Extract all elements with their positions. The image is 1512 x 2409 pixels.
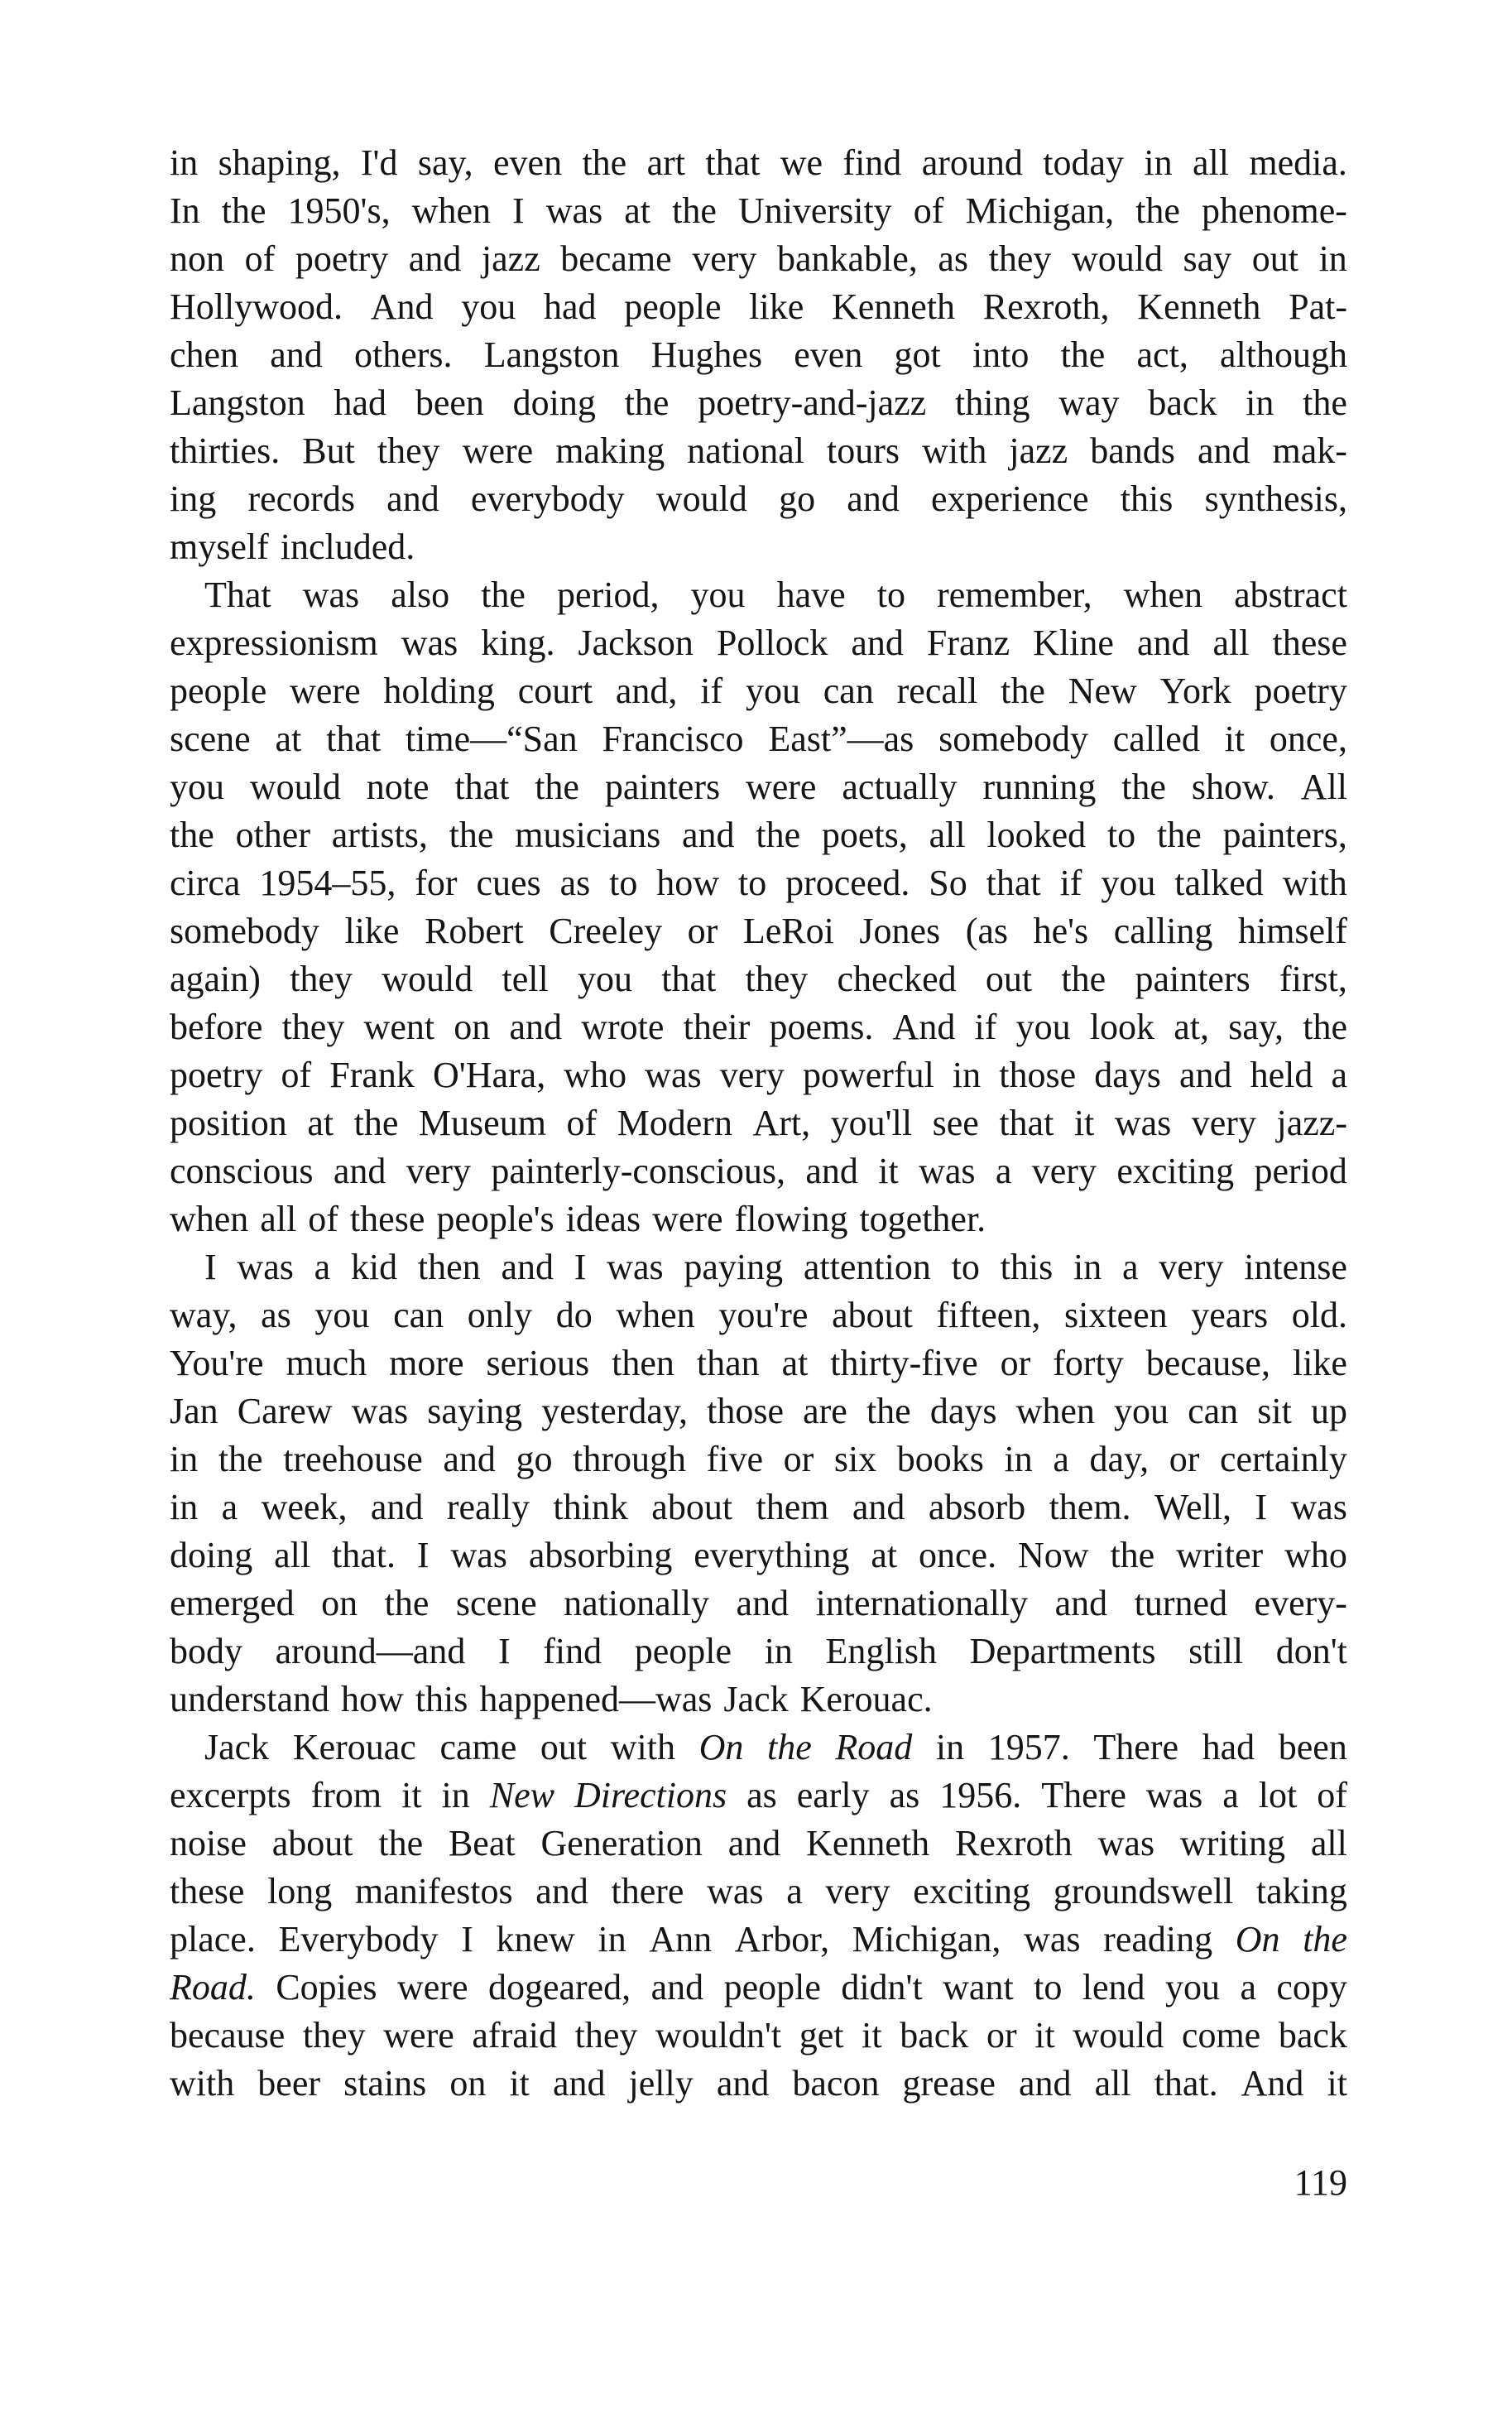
paragraph	[170, 1724, 1347, 2108]
text-line: body around—and I find people in English Departments still don't	[170, 1631, 1347, 1671]
text-line: chen and others. Langston Hughes even got into the act, although	[170, 334, 1347, 375]
text-line: expressionism was king. Jackson Pollock and Franz Kline and all these	[170, 623, 1347, 663]
text-line: somebody like Robert Creeley or LeRoi Jones (as he's calling himself	[170, 911, 1347, 951]
text-line: understand how this happened—was Jack Kerouac.	[170, 1679, 933, 1719]
text-line: Langston had been doing the poetry-and-jazz thing way back in the	[170, 382, 1347, 423]
text-line: That was also the period, you have to remember, when abstract	[204, 575, 1347, 615]
text-line: In the 1950's, when I was at the University of Michigan, the phenome-	[170, 190, 1347, 231]
text-line: poetry of Frank O'Hara, who was very powerful in those days and held a	[170, 1055, 1347, 1095]
text-line: thirties. But they were making national tours with jazz bands and mak-	[170, 430, 1347, 471]
text-line: the other artists, the musicians and the poets, all looked to the painters,	[170, 815, 1347, 855]
text-line: noise about the Beat Generation and Kenneth Rexroth was writing all	[170, 1823, 1347, 1863]
text-line: ing records and everybody would go and experience this synthesis,	[170, 478, 1347, 519]
text-line: you would note that the painters were actually running the show. All	[170, 767, 1347, 807]
text-line: I was a kid then and I was paying attention to this in a very intense	[204, 1247, 1347, 1287]
text-line: in the treehouse and go through five or six books in a day, or certainly	[170, 1439, 1347, 1479]
text-line: place. Everybody I knew in Ann Arbor, Michigan, was reading On the	[170, 1919, 1347, 1959]
text-line: because they were afraid they wouldn't get it back or it would come back	[170, 2015, 1347, 2056]
text-line: these long manifestos and there was a very exciting groundswell taking	[170, 1871, 1347, 1911]
text-line: again) they would tell you that they checked out the painters first,	[170, 959, 1347, 999]
paragraph	[170, 1243, 1347, 1724]
page-number: 119	[1294, 2162, 1347, 2203]
text-line: with beer stains on it and jelly and bacon grease and all that. And it	[170, 2063, 1347, 2104]
text-line: when all of these people's ideas were flowing together.	[170, 1199, 986, 1239]
paragraph	[170, 139, 1347, 571]
text-line: scene at that time—“San Francisco East”—as somebody called it once,	[170, 719, 1347, 759]
text-line: You're much more serious then than at thirty-five or forty because, like	[170, 1343, 1347, 1383]
text-line: Road. Copies were dogeared, and people didn't want to lend you a copy	[170, 1967, 1347, 2007]
text-line: non of poetry and jazz became very bankable, as they would say out in	[170, 238, 1347, 279]
text-line: position at the Museum of Modern Art, you'll see that it was very jazz-	[170, 1103, 1347, 1143]
body-text	[170, 139, 1347, 2108]
text-line: way, as you can only do when you're about fifteen, sixteen years old.	[170, 1295, 1347, 1335]
text-line: Jan Carew was saying yesterday, those are the days when you can sit up	[170, 1391, 1347, 1431]
text-line: Jack Kerouac came out with On the Road in 1957. There had been	[204, 1727, 1347, 1767]
text-line: myself included.	[170, 527, 415, 567]
text-line: excerpts from it in New Directions as early as 1956. There was a lot of	[170, 1775, 1347, 1815]
text-line: in shaping, I'd say, even the art that we find around today in all media.	[170, 142, 1347, 183]
text-line: doing all that. I was absorbing everything at once. Now the writer who	[170, 1535, 1347, 1575]
paragraph	[170, 571, 1347, 1243]
text-line: conscious and very painterly-conscious, and it was a very exciting period	[170, 1151, 1347, 1191]
text-line: Hollywood. And you had people like Kenneth Rexroth, Kenneth Pat-	[170, 286, 1347, 327]
text-line: in a week, and really think about them and absorb them. Well, I was	[170, 1487, 1347, 1527]
text-line: circa 1954–55, for cues as to how to proceed. So that if you talked with	[170, 863, 1347, 903]
text-line: people were holding court and, if you can recall the New York poetry	[170, 671, 1347, 711]
text-line: emerged on the scene nationally and internationally and turned every-	[170, 1583, 1347, 1623]
text-line: before they went on and wrote their poems. And if you look at, say, the	[170, 1007, 1347, 1047]
